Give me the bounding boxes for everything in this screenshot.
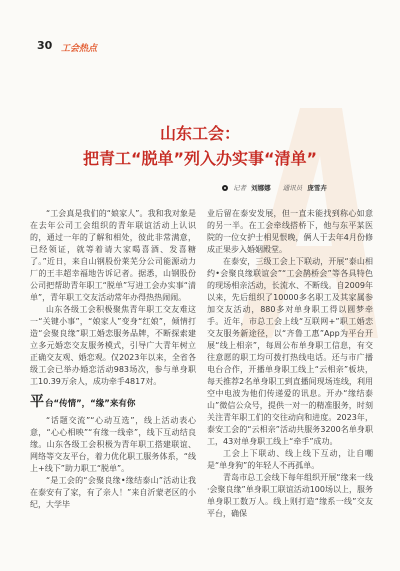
reporter-name: 刘娜娜 <box>251 184 271 192</box>
subheading-text: 台“传情”，“缘”来有你 <box>45 399 136 409</box>
correspondent-name: 庞雪卉 <box>307 184 327 192</box>
article-paragraph: 在泰安，三级工会上下联动，开展“泰山相约•会聚良缘联谊会”“工会鹊桥会”等各具特色的现场相亲活动，长流水、不断线。自2009年以来，先后组织了10000多名职工及其家属参加交友活动，880多对单身职工得以圆梦牵手。近年，市总工会上线“互联网+”职工婚恋交友服务新途径，以“齐鲁工惠”App为平台开展“线上相亲”，每周公布单身职工信息，有交往意愿的职工均可拨打热线电话。还与市广播电台合作，开播单身职工线上“云相亲”板块，每天推荐2名单身职工到直播间现场连线，利用空中电波为他们传递爱的讯息。开办“缘结泰山”微信公众号，提供一对一的精准服务，时刻关注青年职工们的交往动向和进度。2023年，泰安工会的“云相亲”活动共服务3200名单身职工，43对单身职工线上“牵手”成功。 <box>207 257 373 446</box>
byline <box>222 183 337 193</box>
article-paragraph: “话题交流”“心动互选”，线上活动表心意，“心心相映”“有缘一线牵”，线下互动结良缘。山东各级工会积极为青年职工搭建联谊、网络等交友平台，着力优化职工服务体系，“线上+线下”助力职工“脱单”。 <box>30 416 196 473</box>
article-paragraph: 工会上下联动、线上线下互动，让自嘲是“单身狗”的年轻人不再孤单。 <box>207 449 373 470</box>
article-paragraph: 青岛市总工会线下每年组织开展“缘来一线·会聚良缘”单身职工联谊活动100场以上，服务单身职工数万人。线上则打造“缘系一线”交友平台，确保 <box>207 473 373 518</box>
section-label: 工会热点 <box>61 44 98 54</box>
reporter-label: 记者 <box>233 184 247 192</box>
page-number: 30 <box>37 39 53 52</box>
article-title-line-1: 山东工会： <box>159 124 240 143</box>
correspondent-label: 通讯员 <box>282 184 303 192</box>
article-paragraph: “是工会的“会聚良缘•缘结泰山”活动让我在泰安有了家，有了亲人！”来自沂蒙老区的小纪，大学毕 <box>30 476 196 509</box>
section-subheading <box>30 394 196 412</box>
article-right-column <box>207 208 373 562</box>
article-left-column <box>30 208 196 562</box>
article-paragraph: 山东各级工会积极聚焦青年职工交友难这一“关键小事”，“娘家人”变身“红娘”，倾情打造“会聚良缘”职工婚恋服务品牌，不断探索建立多元婚恋交友服务模式，引导广大青年树立正确交友观、婚恋观。仅2023年以来，全省各级工会已举办婚恋活动983场次，参与单身职工10.39万余人，成功牵手4817对。 <box>30 305 196 386</box>
article-paragraph: “工会真是我们的“娘家人”。我和我对象是在去年公司工会组织的青年联谊活动上认识的，通过一年的了解和相处，彼此非常满意，已经领证，就等着请大家喝喜酒、发喜糖了。”近日，来自山钢股份莱芜分公司能源动力厂的王丰超幸福地告诉记者。据悉，山钢股份公司把帮助青年职工“脱单”写进工会办实事“清单”，青年职工交友活动常年办得热热闹闹。 <box>30 209 196 302</box>
article-paragraph-continuation: 业后留在泰安发展，但一直未能找到称心如意的另一半。在工会牵线搭桥下，他与东平某医院的一位女护士相见恨晚，俩人于去年4月份修成正果步入婚姻殿堂。 <box>207 209 373 254</box>
subheading-lead-character: 平 <box>30 394 44 410</box>
article-title-line-2: 把青工“脱单”列入办实事“清单” <box>82 149 318 168</box>
byline-marker-icon <box>222 185 228 191</box>
